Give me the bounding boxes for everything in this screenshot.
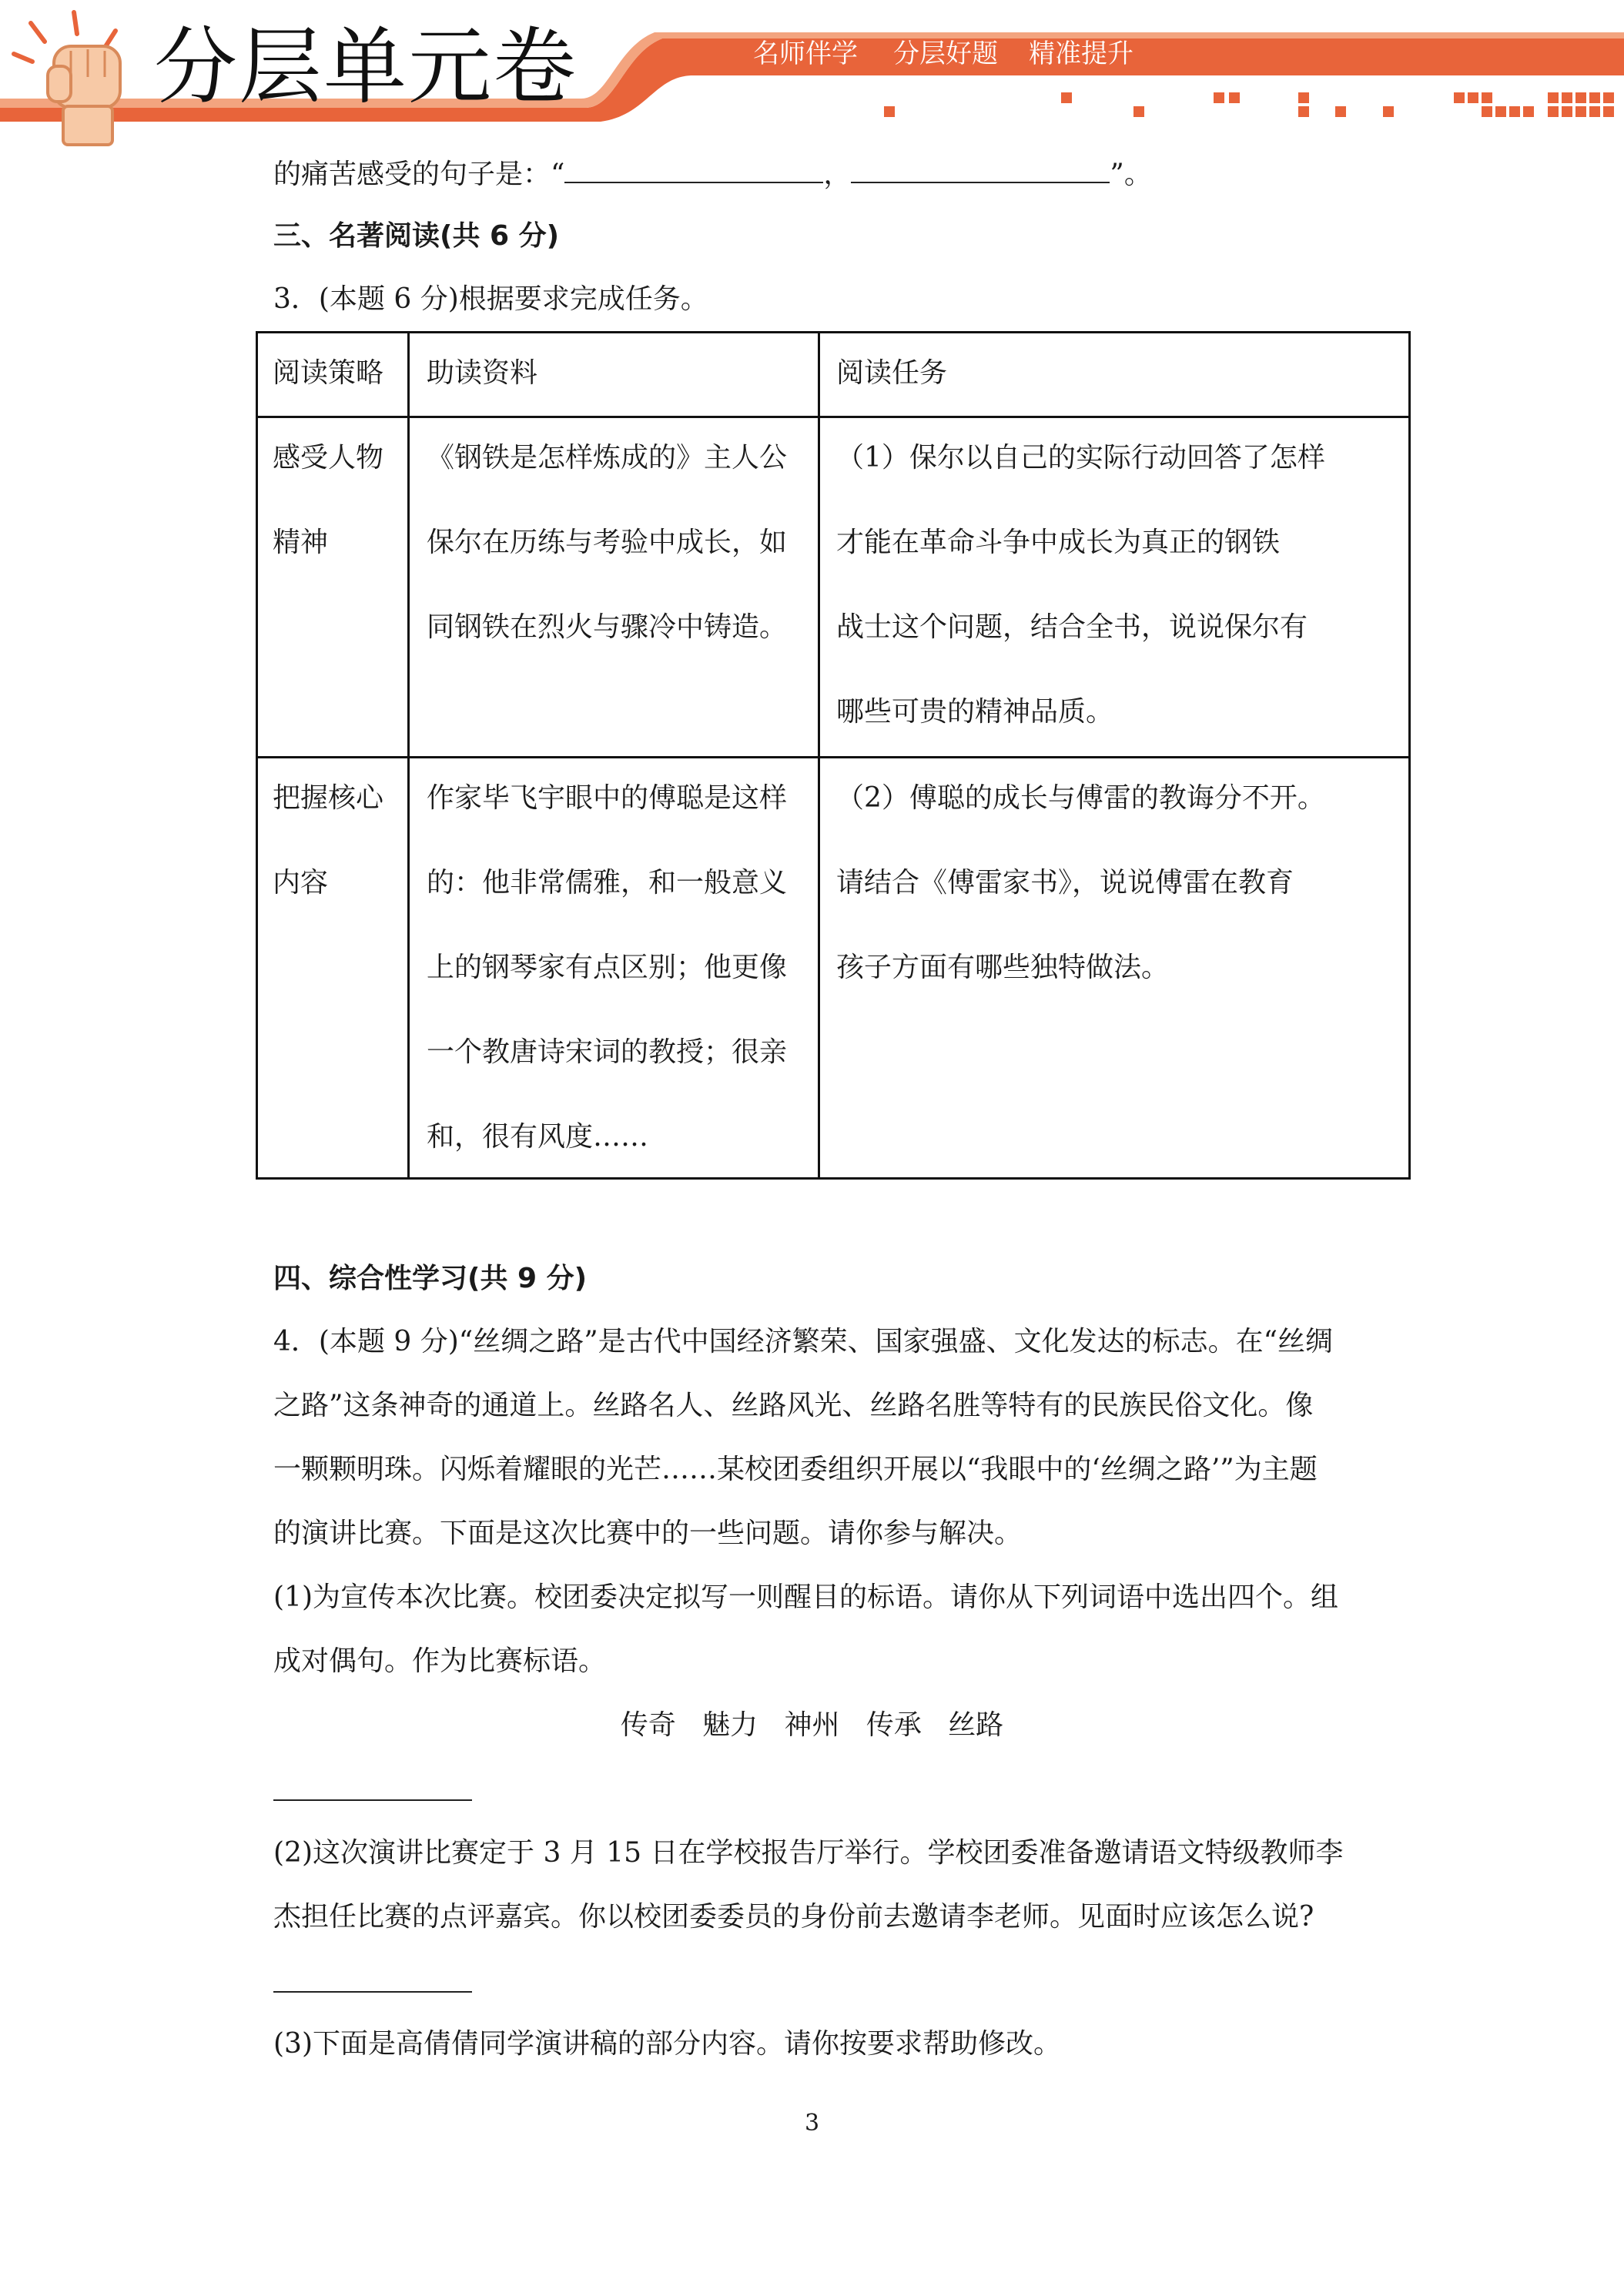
table-cell-strategy: 精神 bbox=[273, 527, 329, 558]
q2-answer-line bbox=[273, 152, 1152, 194]
table-cell-material: 上的钢琴家有点区别；他更像 bbox=[427, 952, 788, 983]
q2-blank-2[interactable] bbox=[851, 152, 1110, 183]
table-border bbox=[256, 331, 258, 1180]
q2-blank-1[interactable] bbox=[564, 152, 823, 183]
q2-text-before: 的痛苦感受的句子是：“ bbox=[273, 159, 565, 190]
table-cell-material: 作家毕飞宇眼中的傅聪是这样 bbox=[427, 782, 788, 814]
table-cell-task: 孩子方面有哪些独特做法。 bbox=[836, 952, 1170, 983]
page-number: 3 bbox=[804, 2110, 820, 2137]
q4-text-line: 之路”这条神奇的通道上。丝路名人、丝路风光、丝路名胜等特有的民族民俗文化。像 bbox=[273, 1390, 1314, 1421]
table-cell-strategy: 感受人物 bbox=[273, 442, 384, 474]
section4-heading: 四、综合性学习(共 9 分) bbox=[273, 1263, 588, 1294]
table-border bbox=[1408, 331, 1411, 1180]
word-choices: 传奇 魅力 神州 传承 丝路 bbox=[620, 1709, 1004, 1741]
table-cell-material: 和，很有风度…… bbox=[427, 1121, 649, 1153]
table-header-cell: 助读资料 bbox=[427, 357, 538, 389]
table-cell-material: 保尔在历练与考验中成长，如 bbox=[427, 527, 788, 558]
table-cell-material: 《钢铁是怎样炼成的》主人公 bbox=[427, 442, 788, 474]
tagline-item: 精准提升 bbox=[1029, 38, 1133, 69]
brand-title: 分层单元卷 bbox=[154, 19, 578, 115]
table-cell-task: （1）保尔以自己的实际行动回答了怎样 bbox=[836, 442, 1325, 474]
table-cell-task: 战士这个问题，结合全书，说说保尔有 bbox=[836, 611, 1308, 643]
decor-dots bbox=[884, 92, 1614, 117]
table-cell-task: （2）傅聪的成长与傅雷的教诲分不开。 bbox=[836, 782, 1325, 814]
answer-blank-1[interactable] bbox=[273, 1799, 472, 1801]
table-header-cell: 阅读策略 bbox=[273, 357, 384, 389]
q2-separator: ， bbox=[823, 159, 852, 190]
q4-text-line: 一颗颗明珠。闪烁着耀眼的光芒……某校团委组织开展以“我眼中的‘丝绸之路’”为主题 bbox=[273, 1454, 1318, 1485]
table-cell-strategy: 内容 bbox=[273, 867, 329, 899]
q4-sub1-line: (1)为宣传本次比赛。校团委决定拟写一则醒目的标语。请你从下列词语中选出四个。组 bbox=[273, 1581, 1338, 1613]
q4-sub2-line: (2)这次演讲比赛定于 3 月 15 日在学校报告厅举行。学校团委准备邀请语文特级教师李 bbox=[273, 1837, 1344, 1869]
table-border bbox=[407, 331, 410, 1180]
tagline-item: 分层好题 bbox=[893, 38, 998, 69]
q4-sub1-line: 成对偶句。作为比赛标语。 bbox=[273, 1645, 607, 1677]
q4-sub2-line: 杰担任比赛的点评嘉宾。你以校团委委员的身份前去邀请李老师。见面时应该怎么说? bbox=[273, 1901, 1314, 1933]
q2-text-after: ”。 bbox=[1110, 159, 1152, 190]
fist-icon bbox=[14, 12, 120, 145]
table-cell-task: 哪些可贵的精神品质。 bbox=[836, 696, 1114, 728]
table-cell-task: 请结合《傅雷家书》，说说傅雷在教育 bbox=[836, 867, 1294, 899]
table-header-cell: 阅读任务 bbox=[836, 357, 948, 389]
table-cell-strategy: 把握核心 bbox=[273, 782, 384, 814]
q4-text-line: 4．(本题 9 分)“丝绸之路”是古代中国经济繁荣、国家强盛、文化发达的标志。在“丝绸 bbox=[273, 1326, 1333, 1357]
table-cell-material: 一个教唐诗宋词的教授；很亲 bbox=[427, 1036, 788, 1068]
q4-text-line: 的演讲比赛。下面是这次比赛中的一些问题。请你参与解决。 bbox=[273, 1518, 1023, 1549]
table-border bbox=[818, 331, 820, 1180]
reading-task-table bbox=[256, 331, 1411, 1180]
table-cell-material: 的：他非常儒雅，和一般意义 bbox=[427, 867, 788, 899]
table-cell-material: 同钢铁在烈火与骤冷中铸造。 bbox=[427, 611, 788, 643]
table-cell-task: 才能在革命斗争中成长为真正的钢铁 bbox=[836, 527, 1281, 558]
q3-prompt: 3．(本题 6 分)根据要求完成任务。 bbox=[273, 283, 708, 315]
q4-sub3-line: (3)下面是高倩倩同学演讲稿的部分内容。请你按要求帮助修改。 bbox=[273, 2028, 1061, 2060]
section3-heading: 三、名著阅读(共 6 分) bbox=[273, 220, 560, 252]
page-header bbox=[0, 0, 1624, 154]
answer-blank-2[interactable] bbox=[273, 1991, 472, 1993]
tagline-item: 名师伴学 bbox=[753, 38, 858, 69]
